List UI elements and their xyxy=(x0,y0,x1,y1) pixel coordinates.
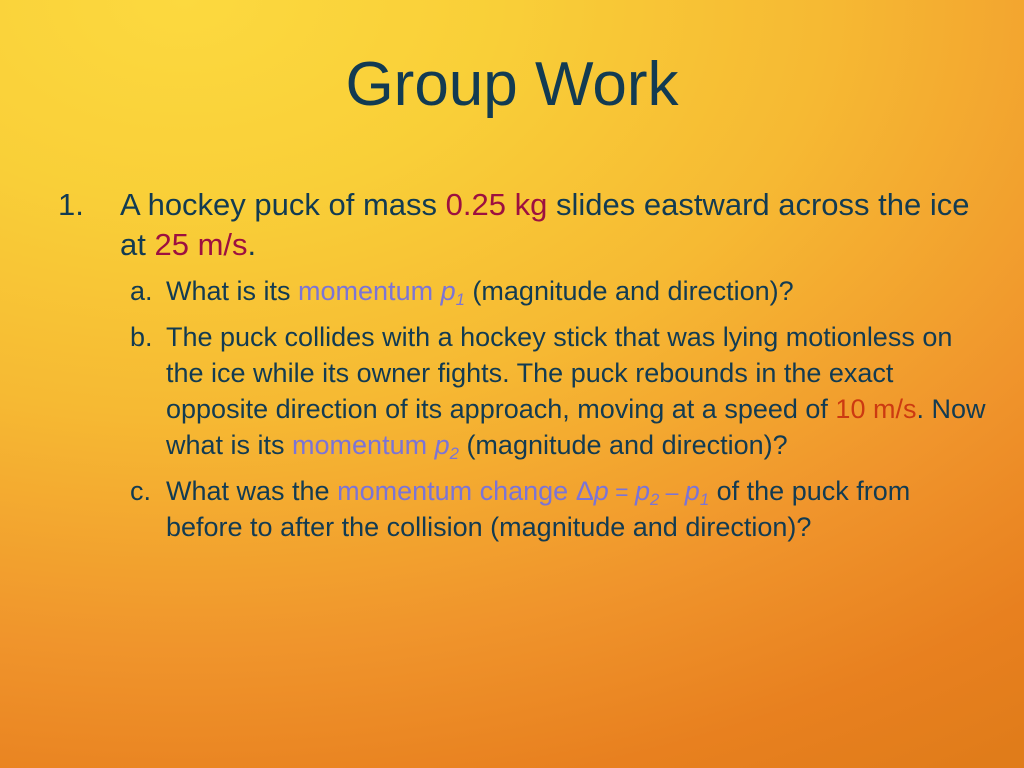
list-item-text: What was the momentum change $\Delta p = p_2 - p_1$ of the puck from before to after the collision (magnitude and direction)? xyxy=(166,475,911,542)
list-item xyxy=(58,320,988,464)
list-marker: 1. xyxy=(58,187,84,222)
list-item-text: A hockey puck of mass 0.25 kg slides eastward across the ice at 25 m/s. xyxy=(120,187,970,262)
page-title: Group Work xyxy=(345,50,679,119)
list-item-text: The puck collides with a hockey stick that was lying motionless on the ice while its owner fights. The puck rebounds in the exact opposite direction of its approach, moving at a speed of 10 m/s. Now what is its momentum $p_2$ (magnitude and direction)? xyxy=(166,322,986,463)
list-marker: b. xyxy=(130,322,153,353)
list-item xyxy=(58,474,988,546)
list-item xyxy=(58,185,988,264)
slide-body xyxy=(58,185,988,546)
list-marker: c. xyxy=(130,475,152,506)
list-item xyxy=(58,274,988,310)
list-item-text: What is its momentum $p_1$ (magnitude and direction)? xyxy=(166,276,794,310)
list-marker: a. xyxy=(130,276,153,307)
